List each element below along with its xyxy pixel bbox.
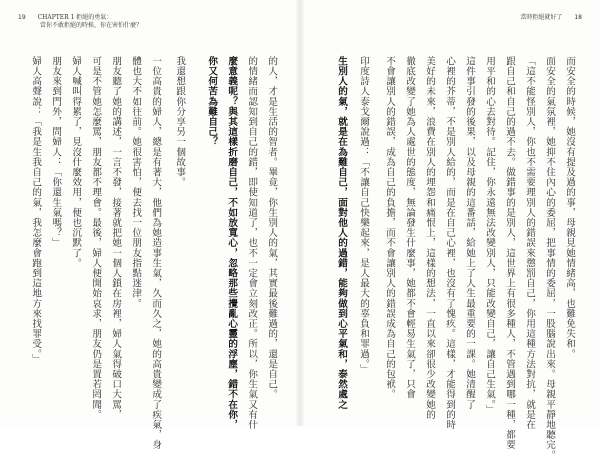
text-column: 可是不管她怎麼罵，朋友都不理會。最後，婦人便開始哀求，朋友仍是置若罔聞。 [90, 56, 102, 420]
bold-text-column: 生別人的氣，就是在為難自己，面對他人的過錯，能夠做到心平氣和，泰然處之 [336, 56, 347, 410]
right-running-header [520, 14, 582, 22]
text-column: 的人，才是生活的智者。畢竟，你生別人的氣，其實最後難過的，還是自己。 [266, 56, 278, 400]
text-column: 朋友聽了她的講述，一言不發，接著就把她一個人鎖在房裡，婦人氣得破口大罵， [110, 56, 122, 420]
text-column: 婦人喊叫得累了，見沒什麼效用，便也沉默了。 [70, 56, 82, 269]
bold-text-column: 你又何苦為難自己？ [206, 56, 218, 147]
text-column: 徹底改變了她為人處世的態度，無論發生什麼事，她都不會輕易生氣了，只會 [404, 56, 415, 400]
text-column: 「這不能怪別人，你也不需要理別人的錯誤來懲罰自己，你用這種方法對抗，就是在 [524, 56, 535, 430]
text-column: 美好的未來，浪費在別人的埋怨和痛恨上，這樣的想法，一直以來卻很少改變她的 [424, 56, 435, 420]
chapter-title: CHAPTER 1 拒絕的勇氣： [37, 14, 113, 21]
text-column: 跟自己和自己的過不去。做錯事的是別人，這世界上有很多種人，不管遇到哪一種，都要 [504, 56, 515, 450]
text-column: 印度詩人泰戈爾說過：「不讓自己快樂起來，是人最大的辜負和罪過。」 [358, 56, 369, 375]
book-title: 當時拒絕就好了 [520, 14, 563, 21]
text-column: 而安全的時候，她沒有提及過的事，母親見她情緒高，也難免失和。 [564, 56, 575, 359]
text-column: 不會讓別人的錯誤，成為自己的負擔，而不會讓別人的錯誤成為自己的包袱。 [384, 56, 395, 400]
text-column: 體也大不如往前。她很害怕，便去找一位朋友指點迷津。 [130, 56, 142, 309]
text-column: 用平和的心去對待。記住，你永遠無法改變別人，只能改變自己，讓自己生氣。」 [484, 56, 495, 415]
text-column: 心裡的芥蒂，不是別人給的，而是在自己心裡，也沒有了愧疚。這樣，才能得到的時 [444, 56, 455, 430]
chapter-subtitle: 當你不敢拒絕的時候，你在害怕什麼？ [40, 22, 143, 29]
text-column: 一位高貴的婦人，總是有著大，他們為她造事生氣，久而久之，她的高貴變成了疾氣，身 [150, 56, 162, 450]
text-column: 這件事引發的後果，以及母親的這番話，給她上了人生最重要的一課。她清醒了 [464, 56, 475, 410]
text-column: 的情緒而認知到自己的錯，即使知道了，也不一定會立刻改正。所以，你生氣又有什 [246, 56, 258, 430]
left-page-number: 19 [18, 14, 26, 21]
left-running-header [18, 14, 142, 30]
text-column: 面安全的氣氛裡，她抑不住內心的委屈，把事情的委屈，一股腦說出來。母親平靜地聽完。 [544, 56, 555, 460]
book-gutter [296, 0, 304, 426]
text-column: 朋友來到門外，問婦人：「你還生氣嗎？」 [50, 56, 62, 248]
text-column: 我還想跟你分享另一個故事。 [174, 56, 186, 188]
right-page-number: 18 [574, 14, 582, 21]
text-column: 婦人高聲說：「我是生我自己的氣，我怎麼會跑到這地方來找罪受。」 [30, 56, 42, 365]
bold-text-column: 麼意義呢？與其這樣折磨自己，不如放寬心，忽略那些攪亂心靈的浮塵，錯不在你， [226, 56, 238, 430]
